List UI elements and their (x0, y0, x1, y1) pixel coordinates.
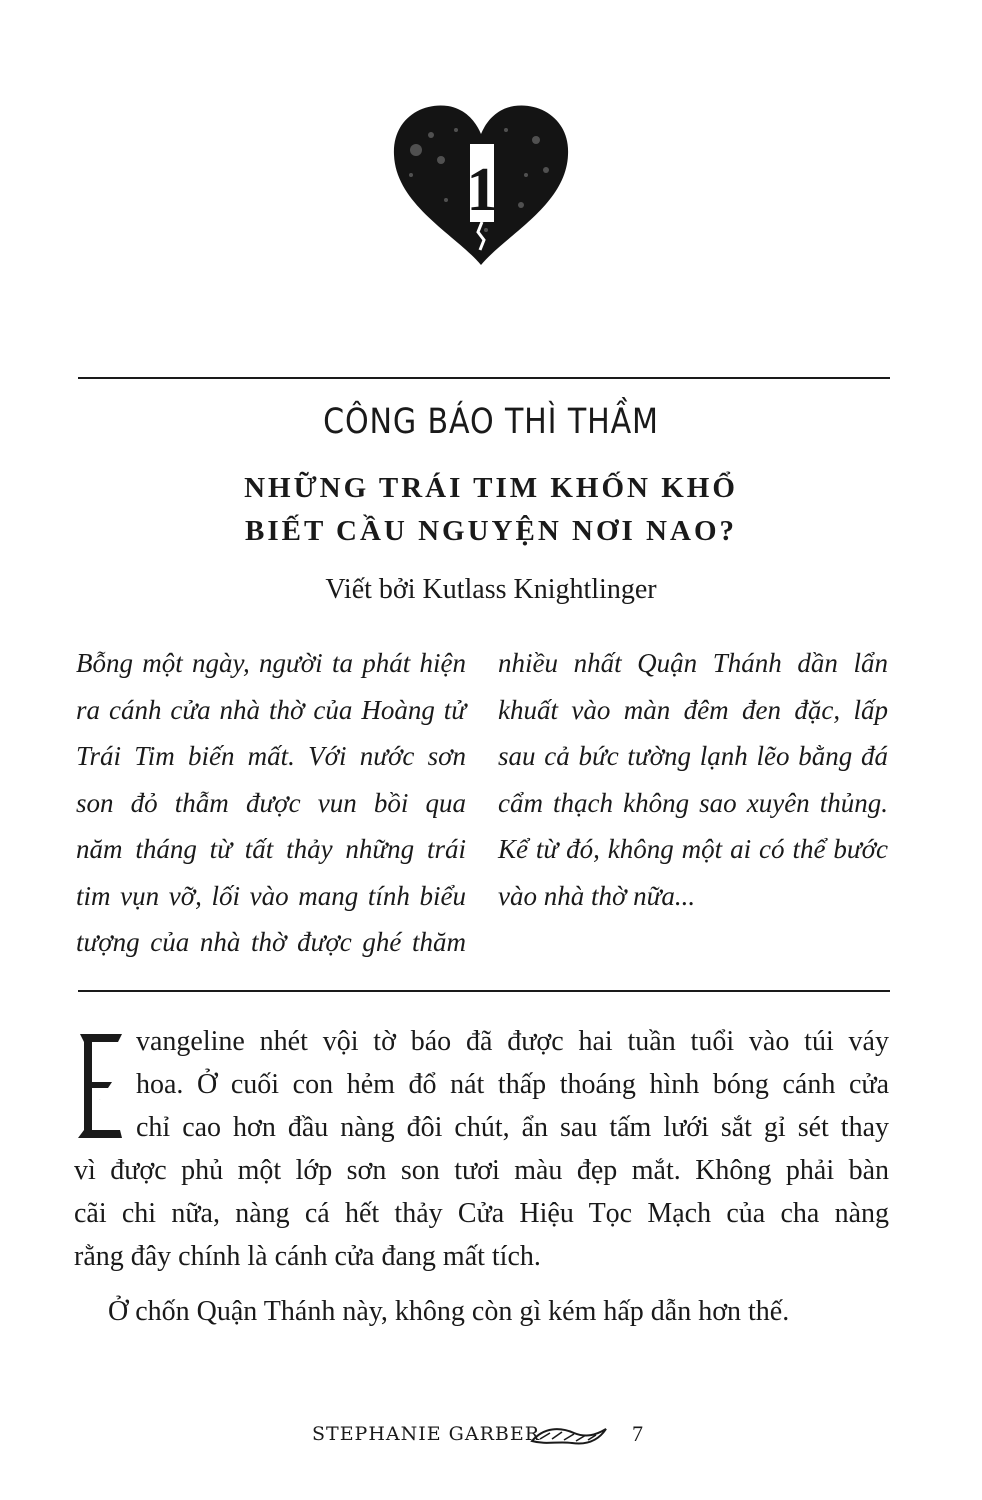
text-line: rằng đây chính là cánh cửa đang mất tích. (74, 1241, 541, 1272)
top-divider (78, 377, 890, 379)
text-line: nhiều nhất Quận Thánh dần lẩn (498, 648, 888, 678)
chapter-number: 1 (466, 156, 498, 224)
page-footer (0, 1423, 982, 1453)
bottom-divider (78, 990, 890, 992)
text-line: Kể từ đó, không một ai có thể bước (498, 834, 888, 864)
text-line: cãi chi nữa, nàng cá hết thảy Cửa Hiệu Tọc Mạch của cha nàng (74, 1198, 889, 1229)
paragraph-1 (74, 1020, 889, 1278)
column-title: CÔNG BÁO THÌ THẦM (323, 402, 659, 442)
text-line: cẩm thạch không sao xuyên thủng. (498, 787, 888, 818)
headline-line-1: NHỮNG TRÁI TIM KHỐN KHỔ (244, 472, 738, 504)
text-line: vangeline nhét vội tờ báo đã được hai tuần tuổi vào túi váy (136, 1026, 889, 1057)
paragraph-2: Ở chốn Quận Thánh này, không còn gì kém hấp dẫn hơn thế. (108, 1296, 790, 1327)
page-number: 7 (632, 1421, 643, 1446)
text-line: năm tháng từ tất thảy những trái (76, 834, 466, 864)
cracked-heart-icon (386, 100, 576, 270)
text-line: khuất vào màn đêm đen đặc, lấp (498, 694, 888, 725)
article-right-column (498, 640, 888, 919)
text-line: tượng của nhà thờ được ghé thăm (76, 927, 466, 957)
text-line: Bỗng một ngày, người ta phát hiện (76, 648, 466, 678)
text-line: hoa. Ở cuối con hẻm đổ nát thấp thoáng hình bóng cánh cửa (136, 1069, 889, 1100)
article-left-column (76, 640, 466, 966)
text-line: vào nhà thờ nữa... (498, 880, 696, 911)
text-line: tim vụn vỡ, lối vào mang tính biểu (76, 880, 466, 911)
feather-ornament-icon (530, 1423, 608, 1449)
text-line: son đỏ thẫm được vun bồi qua (76, 787, 466, 818)
byline: Viết bởi Kutlass Knightlinger (325, 574, 657, 605)
text-line: sau cả bức tường lạnh lẽo bằng đá (498, 741, 888, 771)
dropcap-letter: E (99, 1100, 101, 1101)
headline-line-2: BIẾT CẦU NGUYỆN NƠI NAO? (244, 515, 738, 547)
text-line: vì được phủ một lớp sơn son tươi màu đẹp mắt. Không phải bàn (74, 1155, 889, 1186)
text-line: Trái Tim biến mất. Với nước sơn (76, 741, 466, 771)
footer-author: STEPHANIE GARBER (312, 1423, 541, 1445)
text-line: chỉ cao hơn đầu nàng đôi chút, ẩn sau tấm lưới sắt gỉ sét thay (136, 1112, 889, 1143)
text-line: ra cánh cửa nhà thờ của Hoàng tử (76, 694, 466, 725)
